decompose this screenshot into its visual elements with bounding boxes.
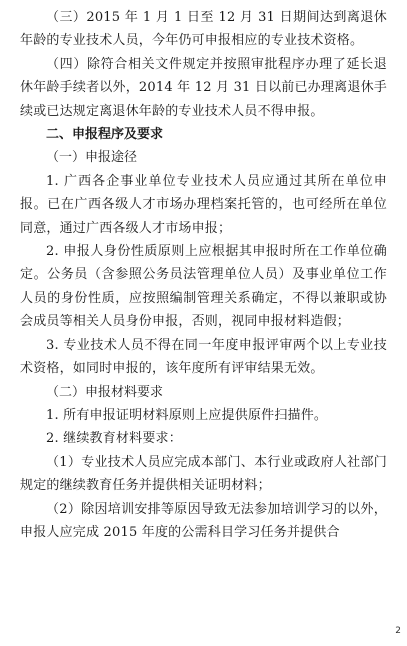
paragraph-material-item-1: 1. 所有申报证明材料原则上应提供原件扫描件。	[46, 407, 328, 423]
subheading-material-requirements: （二）申报材料要求	[46, 384, 164, 400]
paragraph-channel-item-2: 2. 申报人身份性质原则上应根据其申报时所在工作单位确定。公务员（含参照公务员法管理单位人员）及事业单位工作人员的身份性质，应按照编制管理关系确定，不得以兼职或协会成员等相关人员身份申报，否则，视同申报材料造假；	[20, 244, 387, 330]
subheading-application-channel: （一）申报途径	[46, 150, 138, 166]
paragraph-channel-item-1: 1. 广西各企事业单位专业技术人员应通过其所在单位申报。已在广西各级人才市场办理档案托管的，也可经所在单位同意，通过广西各级人才市场申报；	[20, 173, 387, 236]
paragraph-retirement-extension: （四）除符合相关文件规定并按照审批程序办理了延长退休年龄手续者以外，2014 年 12 月 31 日以前已办理离退休手续或已达规定离退休年龄的专业技术人员不得申报。	[20, 56, 387, 119]
paragraph-education-item-2: （2）除因培训安排等原因导致无法参加培训学习的以外，申报人应完成 2015 年度的公需科目学习任务并提供合	[20, 501, 387, 540]
paragraph-retirement-2015: （三）2015 年 1 月 1 日至 12 月 31 日期间达到离退休年龄的专业技术人员，今年仍可申报相应的专业技术资格。	[20, 10, 387, 49]
paragraph-material-item-2: 2. 继续教育材料要求：	[46, 431, 182, 447]
page-number: 2	[395, 626, 401, 636]
paragraph-education-item-1: （1）专业技术人员应完成本部门、本行业或政府人社部门规定的继续教育任务并提供相关证明材料；	[20, 454, 387, 494]
paragraph-channel-item-3: 3. 专业技术人员不得在同一年度申报评审两个以上专业技术资格，如同时申报的，该年度所有评审结果无效。	[20, 337, 387, 377]
section-heading-procedure: 二、申报程序及要求	[46, 127, 164, 143]
